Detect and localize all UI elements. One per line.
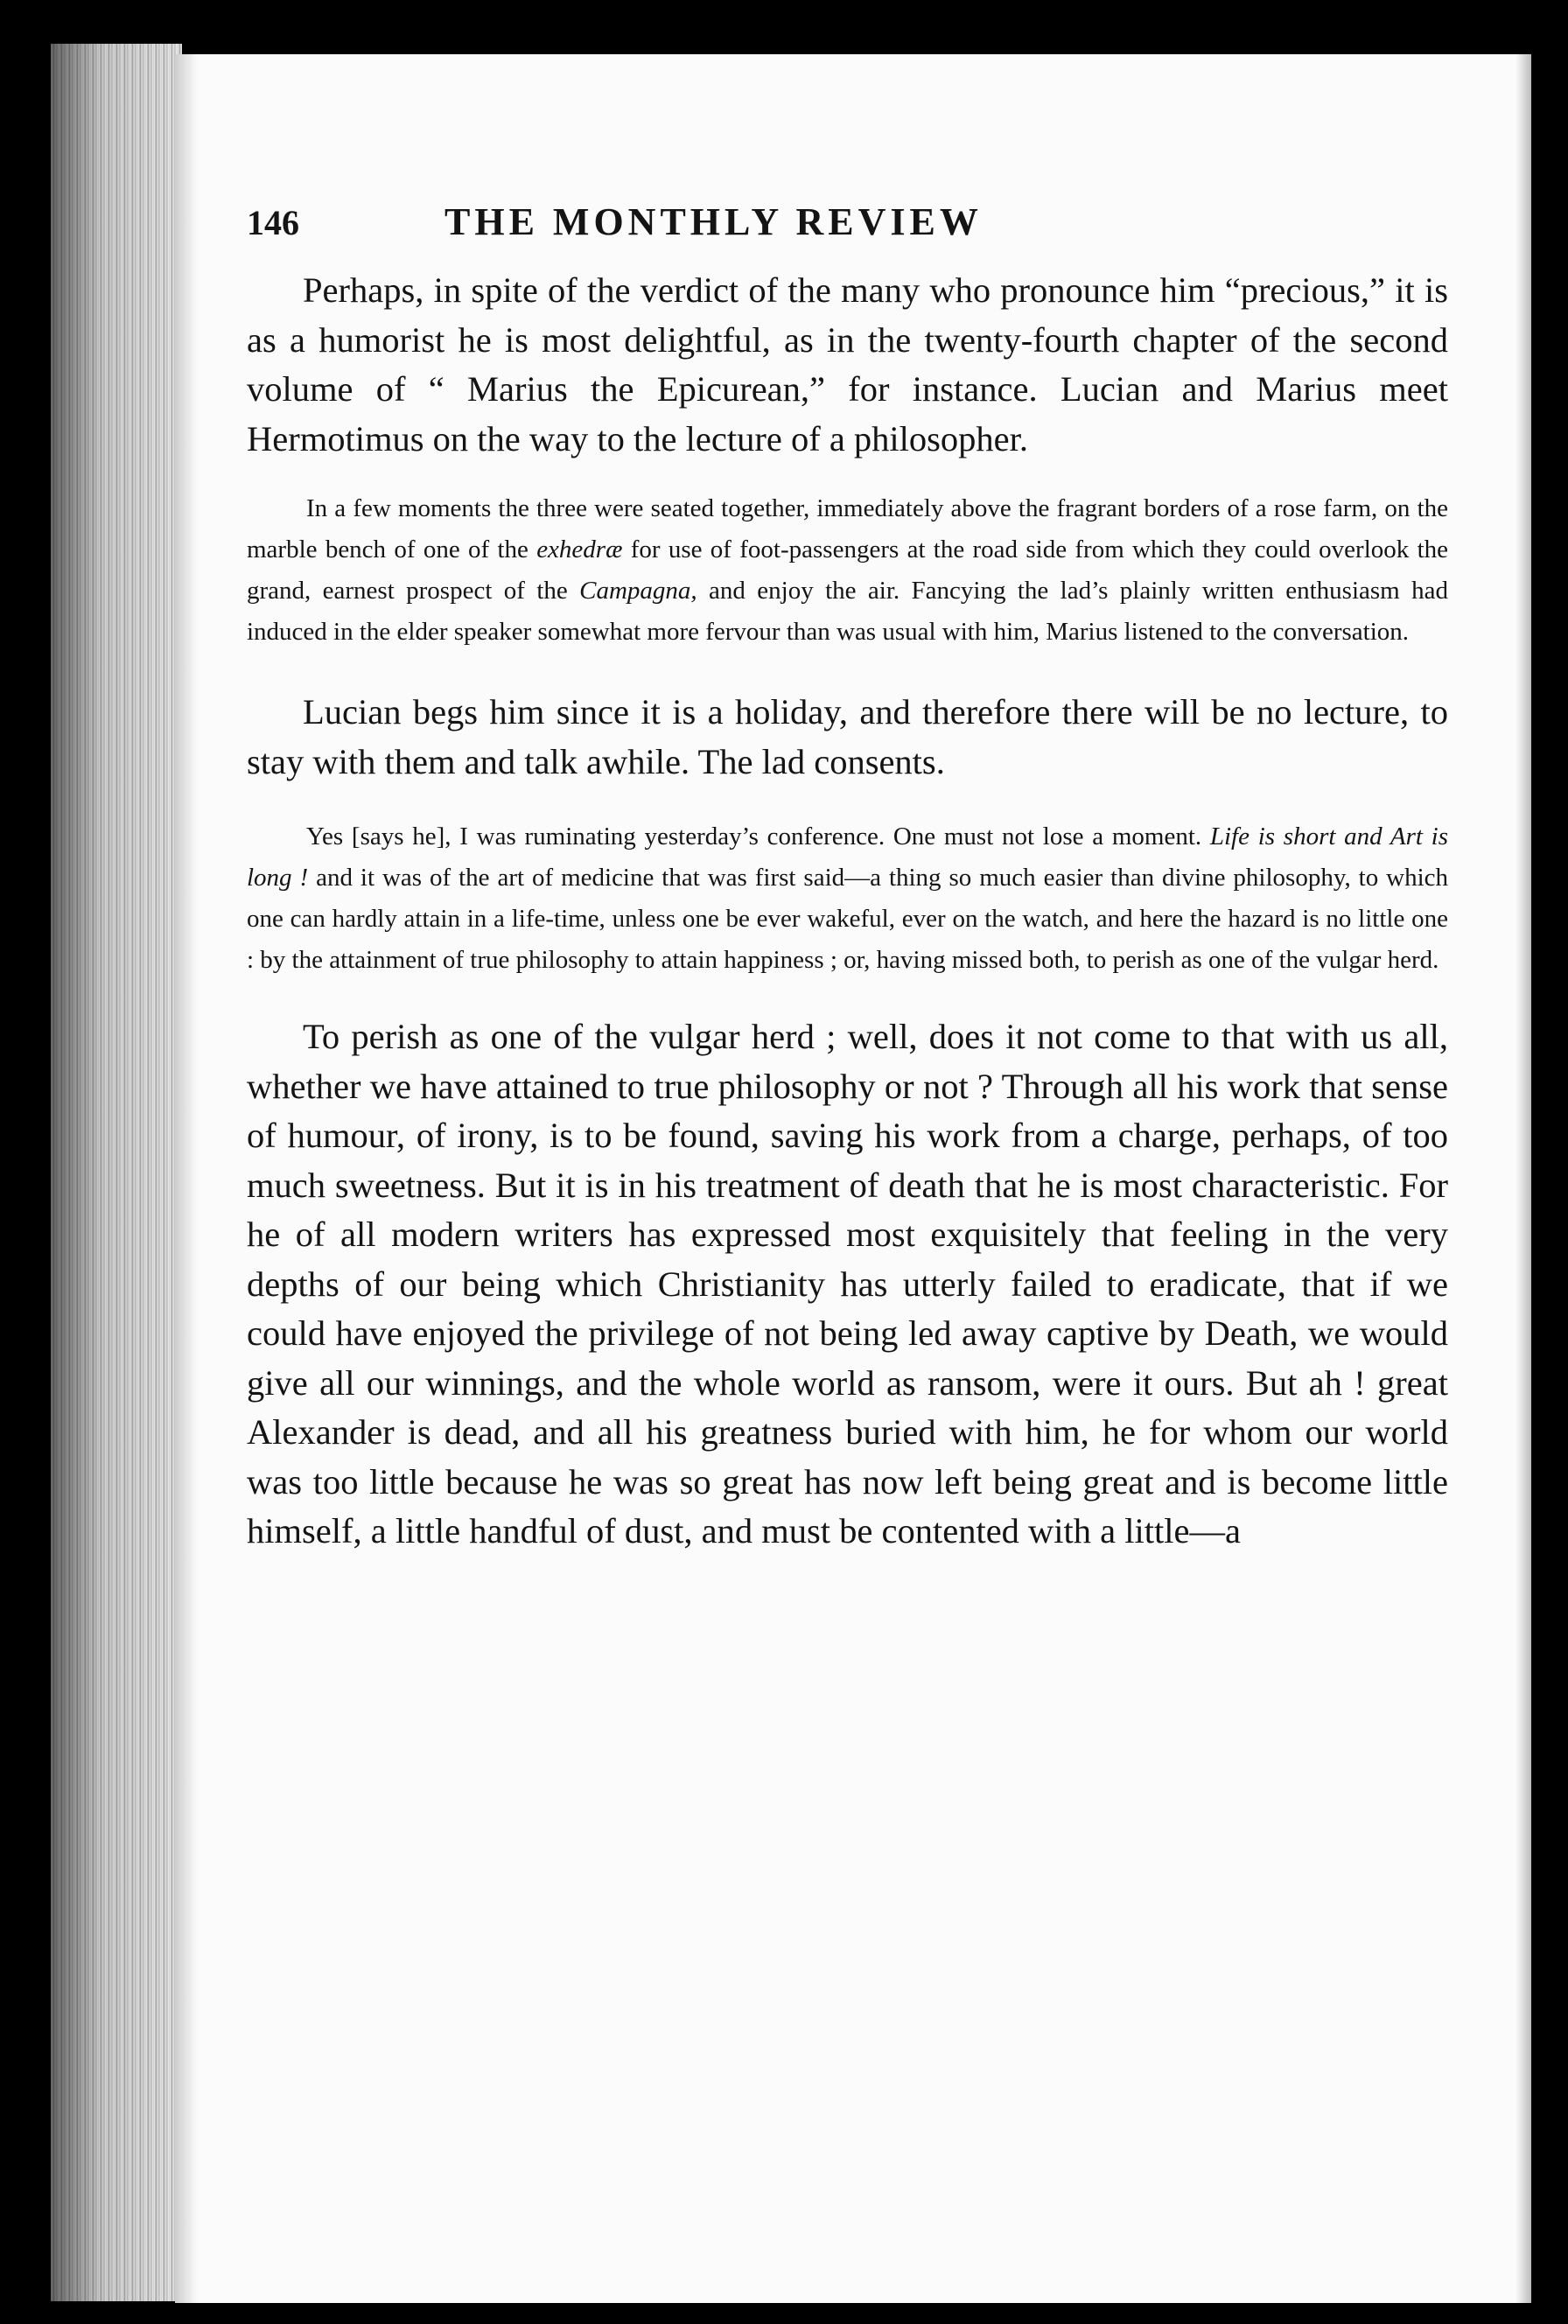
body-paragraph-3: To perish as one of the vulgar herd ; well, does it not come to that with us all, whether we have attained to true philosophy or not ? Through all his work that sense of humour, of irony, is to be found, saving his work from a charge, perhaps, of too much sweetness. But it is in his treatment of death that he is most characteristic. For he of all modern writers has expressed most exquisitely that feeling in the very depths of our being which Christianity has utterly failed to eradicate, that if we could have enjoyed the privilege of not being led away captive by Death, we would give all our winnings, and the whole world as ransom, were it ours. But ah ! great Alexander is dead, and all his greatness buried with him, he for whom our world was too little because he was so great has now left being great and is become little himself, a little handful of dust, and must be contented with a little—a <box>247 1017 1448 1550</box>
journal-title: THE MONTHLY REVIEW <box>444 200 983 243</box>
book-page-edges <box>51 44 182 2301</box>
page-number: 146 <box>247 203 299 242</box>
quote2-text-a: Yes [says he], I was ruminating yesterday’s conference. One must not lose a moment. <box>306 822 1210 850</box>
running-head <box>247 200 1448 261</box>
quote2-text-b: and it was of the art of medicine that was first said—a thing so much easier than divine philosophy, to which one can hardly attain in a life-time, unless one be ever wakeful, ever on the watch, and here the hazard is no little one : by the attainment of true philosophy to attain happiness ; or, having missed both, to perish as one of the vulgar herd. <box>247 864 1448 974</box>
quote2-italic-maxim: Life is short and Art is long ! <box>247 822 1448 892</box>
quote1-text-a: In a few moments the three were seated together, immediately above the fragrant borders of a rose farm, on the marble bench of one of the <box>247 494 1448 564</box>
page-content <box>247 200 1448 1557</box>
body-paragraph-2: Lucian begs him since it is a holiday, and therefore there will be no lecture, to stay with them and talk awhile. The lad consents. <box>247 692 1448 781</box>
page-right-edge <box>1516 54 1531 2303</box>
body-paragraph-1: Perhaps, in spite of the verdict of the many who pronounce him “precious,” it is as a humorist he is most delightful, as in the twenty-fourth chapter of the second volume of “ Marius the Epicurean,” for instance. Lucian and Marius meet Hermotimus on the way to the lecture of a philosopher. <box>247 270 1448 458</box>
quote1-text-c: and enjoy the air. Fancying the lad’s plainly written enthusiasm had induced in the elder speaker somewhat more fervour than was usual with him, Marius listened to the conversation. <box>247 577 1448 646</box>
quote1-text-b: for use of foot-passengers at the road side from which they could overlook the grand, earnest prospect of the <box>247 536 1448 605</box>
block-quote-2 <box>247 816 1448 981</box>
quote1-italic-campagna: Campagna, <box>579 577 697 605</box>
gutter-shadow <box>175 54 198 2303</box>
quote1-italic-exhedrae: exhedræ <box>536 536 623 564</box>
block-quote-1 <box>247 488 1448 653</box>
